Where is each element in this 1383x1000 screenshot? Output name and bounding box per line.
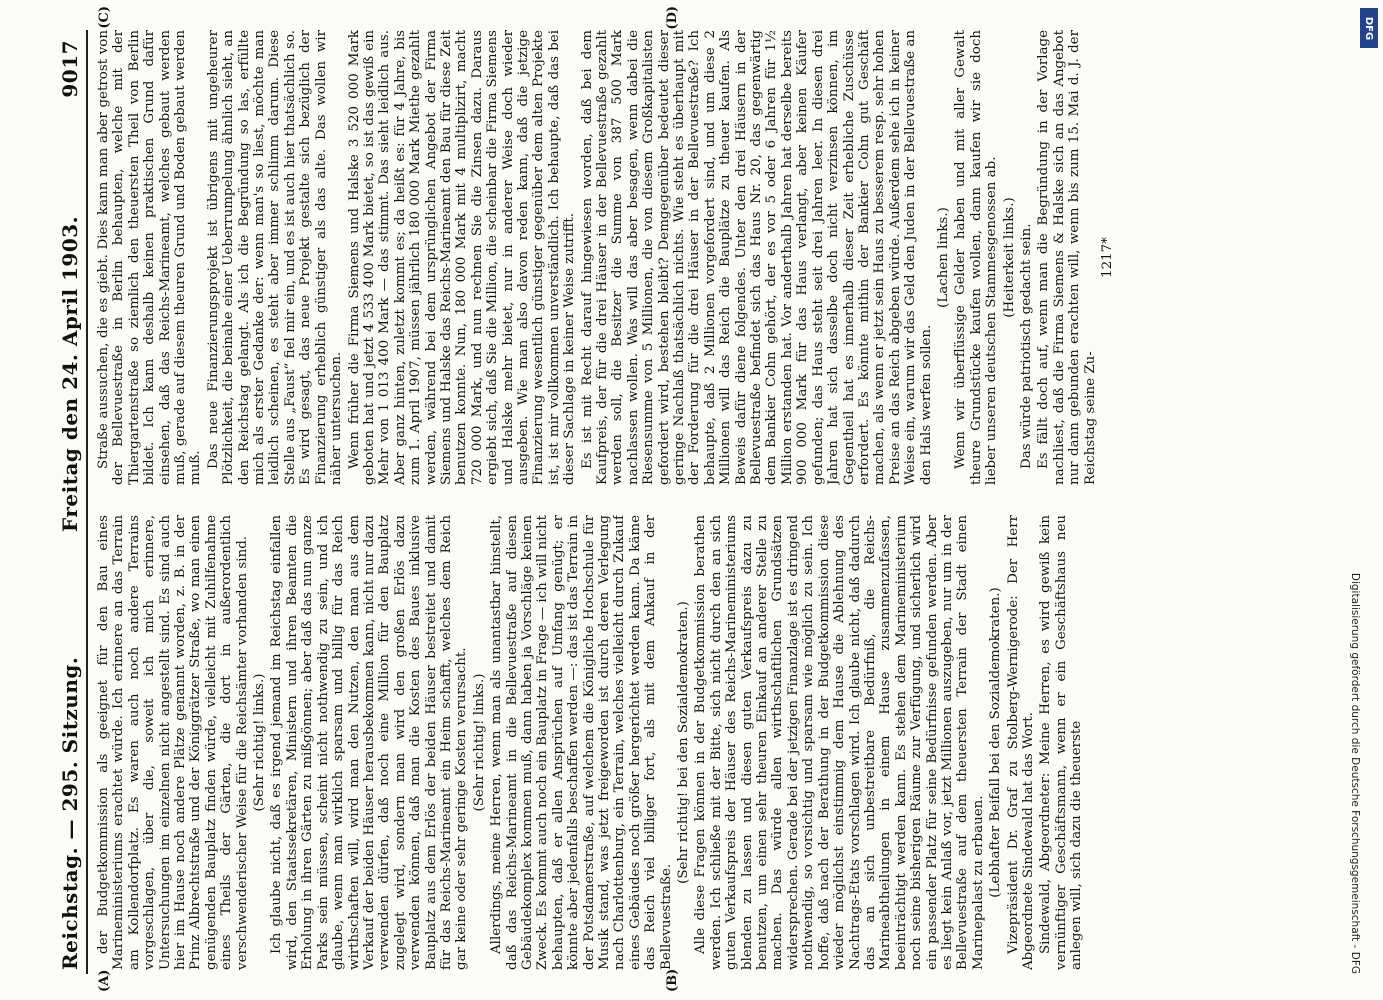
paragraph: Es fällt doch auf, wenn man die Begründung in der Vorlage nachliest, daß die Firma Siemens & Halske sich an das Angebot nur dann gebunden erachten will, wenn bis zum 15. Mai d. J. der Reichstag seine Zu- [1036, 30, 1098, 485]
credit-text: Digitalisierung gefördert durch die Deutsche Forschungsgemeinschaft - DFG [1349, 572, 1361, 974]
left-column [96, 515, 1176, 970]
paragraph: Das würde patriotisch gedacht sein. [1018, 223, 1034, 469]
paragraph: Allerdings, meine Herren, wenn man als unantastbar hinstellt, daß das Reichs-Marineamt in die Bellevuestraße auf diesen Gebäudekomplex kommen muß, dann haben ja Vorschläge keinen Zweck. Es kommt auch noch ein Bauplatz in Frage — ich will nicht behaupten, daß er allen Ansprüchen auf Umfang genügt; er könnte aber jedenfalls beschaffen werden —: das ist das Terrain in der Potsdamerstraße, auf welchem die Königliche Hochschule für Musik stand, was jetzt freigeworden ist durch deren Verlegung nach Charlottenburg, ein Terrain, welches vielleicht durch Zukauf eines Gebäudes noch größer hergerichtet werden kann. Da käme das Reich viel billiger fort, als mit dem Ankauf in der Bellevuestraße. [489, 515, 674, 970]
dfg-logo-text: DFG [1363, 16, 1375, 40]
dfg-logo [1360, 8, 1378, 48]
header-rule [86, 30, 88, 974]
interjection: (Sehr richtig! links.) [252, 673, 268, 812]
paragraph: Sindewald, Abgeordneter: Meine Herren, es wird gewiß kein vernünftiger Geschäftsmann, wenn er ein Geschäftshaus neu anlegen will, sich dazu die theuerste [1038, 515, 1085, 970]
signature-mark: 1217* [1100, 237, 1115, 278]
interjection: (Lachen links.) [935, 207, 951, 308]
paragraph: Das neue Finanzierungsprojekt ist übrigens mit ungeheurer Plötzlichkeit, die beinahe einer Ueberrumpelung ähnlich sieht, an den Reichstag gelangt. Als ich die Begründung so las, erfüllte mich als erster Gedanke der: wenn man's so liest, möchte man leidlich scheinen, es steht aber immer schlimm darum. Diese Stelle aus „Faust“ fiel mir ein, und es ist auch hier thatsächlich so. Es wird gesagt, das neue Projekt gestalte sich bezüglich der Finanzierung erheblich günstiger als das alte. Das wollen wir näher untersuchen. [205, 30, 345, 485]
paragraph: Alle diese Fragen können in der Budgetkommission berathen werden. Ich schließe mit der Bitte, sich nicht durch den an sich guten Verkaufspreis der Häuser des Reichs-Marineministeriums blenden zu lassen und diesen guten Verkaufspreis dazu zu benutzen, um einen sehr theuren Einkauf an anderer Stelle zu machen. Das würde allen wirthschaftlichen Grundsätzen widersprechen. Gerade bei der jetzigen Finanzlage ist es dringend nothwendig, so vorsichtig und sparsam wie möglich zu sein. Ich hoffe, daß nach der Berathung in der Budgetkommission diese wieder möglichst einstimmig dem Hause die Ablehnung des Nachtrags-Etats vorschlagen wird. Ich glaube nicht, daß dadurch das an sich unbestreitbare Bedürfniß, die Reichs-Marineabtheilungen in einem Hause zusammenzufassen, beeinträchtigt werden kann. Es stehen dem Marineministerium noch seine bisherigen Räume zur Verfügung, und sicherlich wird ein passender Platz für seine Bedürfnisse gefunden werden. Aber es liegt kein Anlaß vor, jetzt Millionen auszugeben, nur um in der Bellevuestraße auf dem theuersten Terrain der Stadt einen Marinepalast zu erbauen. [693, 515, 986, 970]
margin-marker-c: (C) [97, 6, 112, 29]
interjection: (Heiterkeit links.) [1001, 197, 1017, 318]
right-column [96, 30, 1176, 485]
digitization-credit [1349, 8, 1377, 993]
interjection: (Lebhafter Beifall bei den Sozialdemokraten.) [988, 587, 1004, 898]
interjection: (Sehr richtig! bei den Sozialdemokraten.) [676, 601, 692, 884]
paragraph: Es ist mit Recht darauf hingewiesen worden, daß bei dem Kaufpreis, der für die drei Häuser in der Bellevuestraße gezahlt werden soll, die Besitzer die Summe von 387 500 Mark nachlassen wollen. Was will das aber besagen, wenn dabei die Riesensumme von 5 Millionen, die von diesem Großkapitalisten gefordert wird, bestehen bleibt? Demgegenüber bedeutet dieser geringe Nachlaß thatsächlich nichts. Wie steht es überhaupt mit der Forderung für die drei Häuser in der Bellevuestraße? Ich behaupte, daß 2 Millionen vorgefordert sind, und um diese 2 Millionen will das Reich die Bauplätze zu theuer kaufen. Als Beweis dafür diene folgendes. Unter den drei Häusern in der Bellevuestraße befindet sich das Haus Nr. 20, das gegenwärtig dem Bankier Cohn gehört, der es vor 5 oder 6 Jahren für 1½ Million erstanden hat. Vor anderthalb Jahren hat derselbe bereits 900 000 Mark für das Haus verlangt, aber keinen Käufer gefunden; das Haus steht seit drei Jahren leer. In diesen drei Jahren hat sich dasselbe doch nicht verzinsen können, im Gegentheil hat es innerhalb dieser Zeit erhebliche Zuschüsse erfordert. Es könnte mithin der Bankier Cohn gut Geschäft machen, als wenn er jetzt sein Haus zu besserem resp. sehr hohen Preise an das Reich abgeben würde. Außerdem sehe ich in keiner Weise ein, warum wir das Geld den Juden in der Bellevuestraße an den Hals werfen sollen. [579, 30, 934, 485]
paragraph: Ich glaube nicht, daß es irgend jemand im Reichstag einfallen wird, den Staatssekretären, Ministern und ihren Beamten die Erholung in ihren Gärten zu mißgönnen; aber daß das nun ganze Parks sein müssen, scheint nicht nothwendig zu sein, und ich glaube, wenn man wirklich sparsam und billig für das Reich wirthschaften will, wird man den Nutzen, den man aus dem Verkauf der beiden Häuser herausbekommen kann, nicht nur dazu verwenden dürfen, daß noch eine Million für den Bauplatz zugelegt wird, sondern man wird den großen Erlös dazu verwenden können, daß man die Kosten des Baues inklusive Bauplatz aus dem Erlös der beiden Häuser bestreitet und damit für das Reichs-Marineamt ein Heim schafft, welches dem Reich gar keine oder sehr geringe Kosten verursacht. [269, 515, 470, 970]
running-head-left: Reichstag. — 295. Sitzung. [58, 656, 82, 970]
margin-marker-b: (B) [665, 968, 680, 992]
paragraph: Wenn früher die Firma Siemens und Halske 3 520 000 Mark geboten hat und jetzt 4 533 400 Mark bietet, so ist das gewiß ein Mehr von 1 013 400 Mark — das stimmt. Das sieht leidlich aus. Aber ganz hinten, zuletzt kommt es; da heißt es: für 4 Jahre, bis zum 1. April 1907, müssen jährlich 180 000 Mark Miethe gezahlt werden, während bei dem ursprünglichen Angebot der Firma Siemens und Halske das Reichs-Marineamt den Bau für diese Zeit benutzen konnte. Nun, 180 000 Mark mit 4 multiplizirt, macht 720 000 Mark, und nun rechnen Sie die Zinsen dazu. Daraus ergiebt sich, daß Sie die Million, die scheinbar die Firma Siemens und Halske mehr bietet, nur in anderer Weise doch wieder ausgeben. Wie man also davon reden kann, daß die jetzige Finanzierung wesentlich günstiger gegenüber dem alten Projekte ist, ist mir vollkommen unverständlich. Ich behaupte, daß das bei dieser Sachlage in keiner Weise zutrifft. [346, 30, 578, 485]
running-head-date: Freitag den 24. April 1903. [58, 215, 82, 532]
margin-marker-d: (D) [665, 6, 680, 30]
interjection: (Sehr richtig! links.) [471, 673, 487, 812]
paragraph: der Budgetkommission als geeignet für den Bau eines Marineministeriums erachtet würde. Ich erinnere an das Terrain am Kollendorfplatz. Es waren auch noch andere Terrains vorgeschlagen, über die, soweit ich mich erinnere, Untersuchungen im einzelnen nicht angestellt sind. Es sind auch hier im Hause noch andere Plätze genannt worden, z. B. in der Prinz Albrechtstraße und der Königgrätzer Straße, wo man einen genügenden Bauplatz finden würde, vielleicht mit Zuhilfenahme eines Theils der Gärten, die dort in außerordentlich verschwenderischer Weise für die Reichsämter vorhanden sind. [96, 515, 250, 970]
paragraph: Straße aussuchen, die es giebt. Dies kann man aber getrost von der Bellevuestraße in Berlin behaupten, welche mit der Thiergartenstraße so ziemlich den theuersten Theil von Berlin bildet. Ich kann deshalb keinen praktischen Grund dafür einsehen, daß das Reichs-Marineamt, welches gebaut werden muß, gerade auf diesem theuren Grund und Boden gebaut werden muß. [96, 30, 204, 485]
page-number: 9017 [58, 40, 82, 98]
margin-marker-a: (A) [97, 969, 112, 992]
paragraph: Wenn wir überflüssige Gelder haben und mit aller Gewalt theure Grundstücke kaufen wollen, dann kaufen wir sie doch lieber unseren deutschen Stammesgenossen ab. [953, 30, 1000, 485]
paragraph: Vizepräsident Dr. Graf zu Stolberg-Wernigerode: Der Herr Abgeordnete Sindewald hat das Wort. [1005, 515, 1036, 970]
